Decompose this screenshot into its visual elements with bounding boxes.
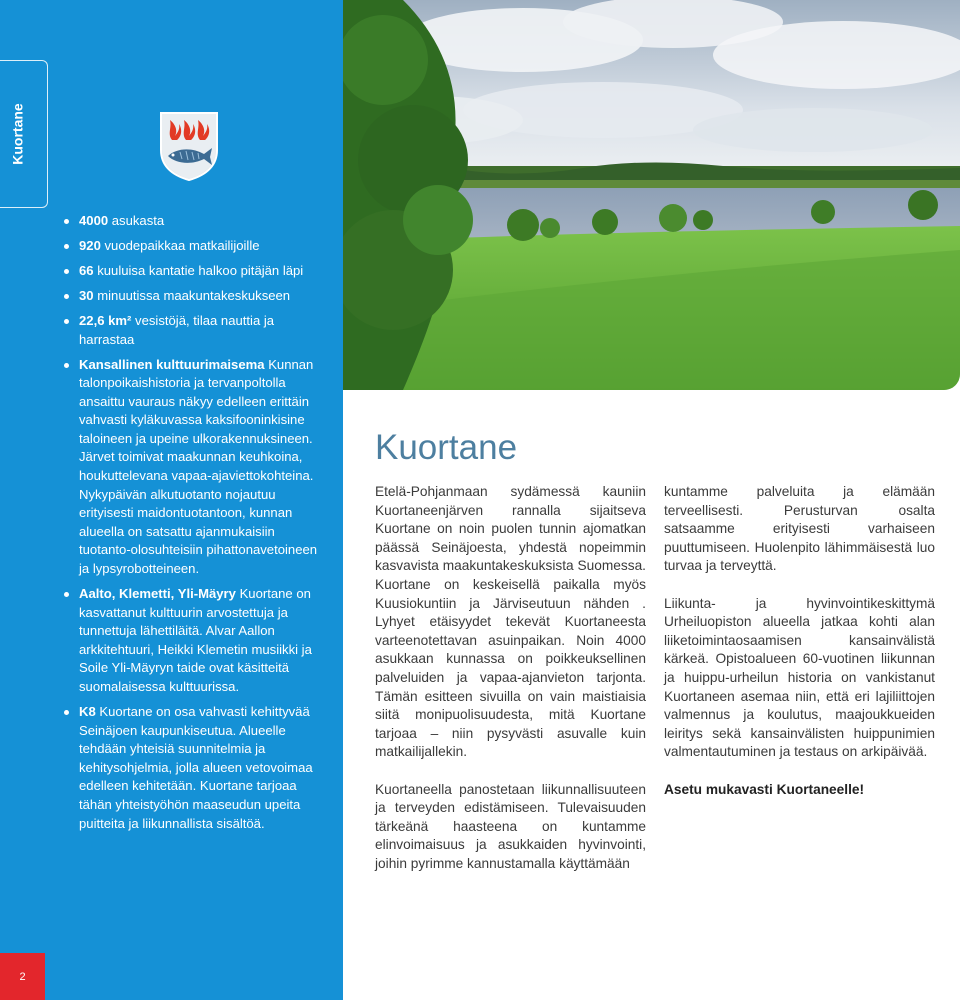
fact-highlight: 22,6 km² (79, 312, 132, 328)
fact-highlight: 30 (79, 287, 94, 303)
fact-text: vesistöjä, tilaa nauttia ja harrastaa (79, 312, 275, 347)
fact-text: vuodepaikkaa matkailijoille (100, 237, 260, 253)
fact-highlight: K8 (79, 703, 96, 719)
fact-highlight: Aalto, Klemetti, Yli-Mäyry (79, 586, 236, 602)
paragraph: Kuortaneella panostetaan liikunnallisuuteen ja terveyden edistämiseen. Tulevaisuuden tärkeänä haasteena on kuntamme elinvoimaisuus ja asukkaiden hyvinvointi, joihin pyrimme kannustamalla käyttämään (375, 781, 646, 871)
fact-item (62, 287, 322, 306)
fact-item (62, 703, 322, 833)
paragraph: kuntamme palveluita ja elämään terveellisesti. Perusturvan osalta satsaamme erityisesti varhaiseen puuttumiseen. Huolenpito lähimmäisestä luo turvaa ja terveyttä. (664, 484, 935, 574)
fact-text: Kunnan talonpoikaishistoria ja tervanpoltolla ansaittu vauraus näkyy edelleen erittäin vahvasti kyläkuvassa kaksifooninkisine taloineen ja upeine ulkorakennuksineen. Järvet toimivat maakunnan keuhkoina, houkuttelevana vapaa-ajaviettokohteina. Nykypäivän alkutuotanto nojautuu erityisesti maidontuotantoon, kunnan alueella on satsattu ajanmukaisiin tuotanto-olosuhteisiin pihattonavetoineen ja lypsyrobotteineen. (79, 356, 318, 577)
fact-item (62, 312, 322, 349)
facts-list (62, 212, 322, 840)
fact-text: asukasta (108, 213, 165, 228)
fact-item (62, 212, 322, 231)
fact-item (62, 585, 322, 697)
text-column-right (664, 483, 935, 818)
fact-text: kuuluisa kantatie halkoo pitäjän läpi (93, 262, 304, 278)
fact-text: Kuortane on osa vahvasti kehittyvää Seinäjoen kaupunkiseutua. Alueelle tehdään yhteisiä suunnitelmia ja kehitysohjelmia, jolla alueen vetovoimaa edelleen kehitetään. Kuortane tarjoaa tähän yhteistyöhön maaseudun upeita puitteita ja liikunnallista sisältöä. (79, 703, 313, 831)
coat-of-arms-icon (158, 110, 220, 182)
text-column-left (375, 483, 646, 892)
sidebar (0, 0, 343, 1000)
call-to-action: Asetu mukavasti Kuortaneelle! (664, 781, 865, 797)
fact-item (62, 262, 322, 281)
fact-highlight: 66 (79, 262, 94, 278)
page-title: Kuortane (375, 428, 518, 467)
fact-highlight: Kansallinen kulttuurimaisema (79, 356, 265, 372)
fact-highlight: 4000 (79, 213, 109, 228)
paragraph: Liikunta- ja hyvinvointikeskittymä Urheiluopiston alueella jatkaa kohti alan liiketoimintaosaamisen kansainvälistä kärkeä. Opistoalueen 60-vuotinen liikunnan ja huippu-urheilun historia on vankistanut Kuortaneen asemaa niin, että eri lajiliittojen valmennus ja koulutus, maajoukkueiden leiritys sekä kansainvälisten huippunimien valmentautuminen ja testaus on arkipäivää. (664, 595, 935, 760)
paragraph: Etelä-Pohjanmaan sydämessä kauniin Kuortaneenjärven rannalla sijaitseva Kuortane on noin puolen tunnin ajomatkan päässä Seinäjoesta, yhdestä nopeimmin kasvavista maakuntakeskuksista Suomessa. Kuortane on keskeisellä paikalla myös Kuusiokuntiin ja Järviseutuun nähden . Lyhyet etäisyydet tekevät Kuortaneesta varteenotettavan asuinpaikan. Noin 4000 asukkaan kunnassa on poikkeuksellinen palveluiden ja vapaa-ajanvieton tarjonta. Tämän esitteen sivuilla on vain maistiaisia siitä monipuolisuudesta, mitä Kuortane tarjoaa – niin pysyvästi asuvalle kuin matkailijallekin. (375, 484, 646, 760)
fact-item (62, 356, 322, 579)
landscape-photo (343, 0, 960, 390)
fact-item (62, 237, 322, 256)
page-number: 2 (0, 953, 45, 1000)
section-tab (0, 60, 48, 208)
fact-text: minuutissa maakuntakeskukseen (93, 287, 291, 303)
fact-text: Kuortane on kasvattanut kulttuurin arvostettuja ja tunnettuja lähettiläitä. Alvar Aallon arkkitehtuuri, Heikki Klemetin musiikki ja Soile Yli-Mäyryn taide ovat käsitteitä suomalaisessa kulttuurissa. (79, 586, 312, 694)
fact-highlight: 920 (79, 237, 101, 253)
section-tab-label: Kuortane (10, 103, 27, 165)
